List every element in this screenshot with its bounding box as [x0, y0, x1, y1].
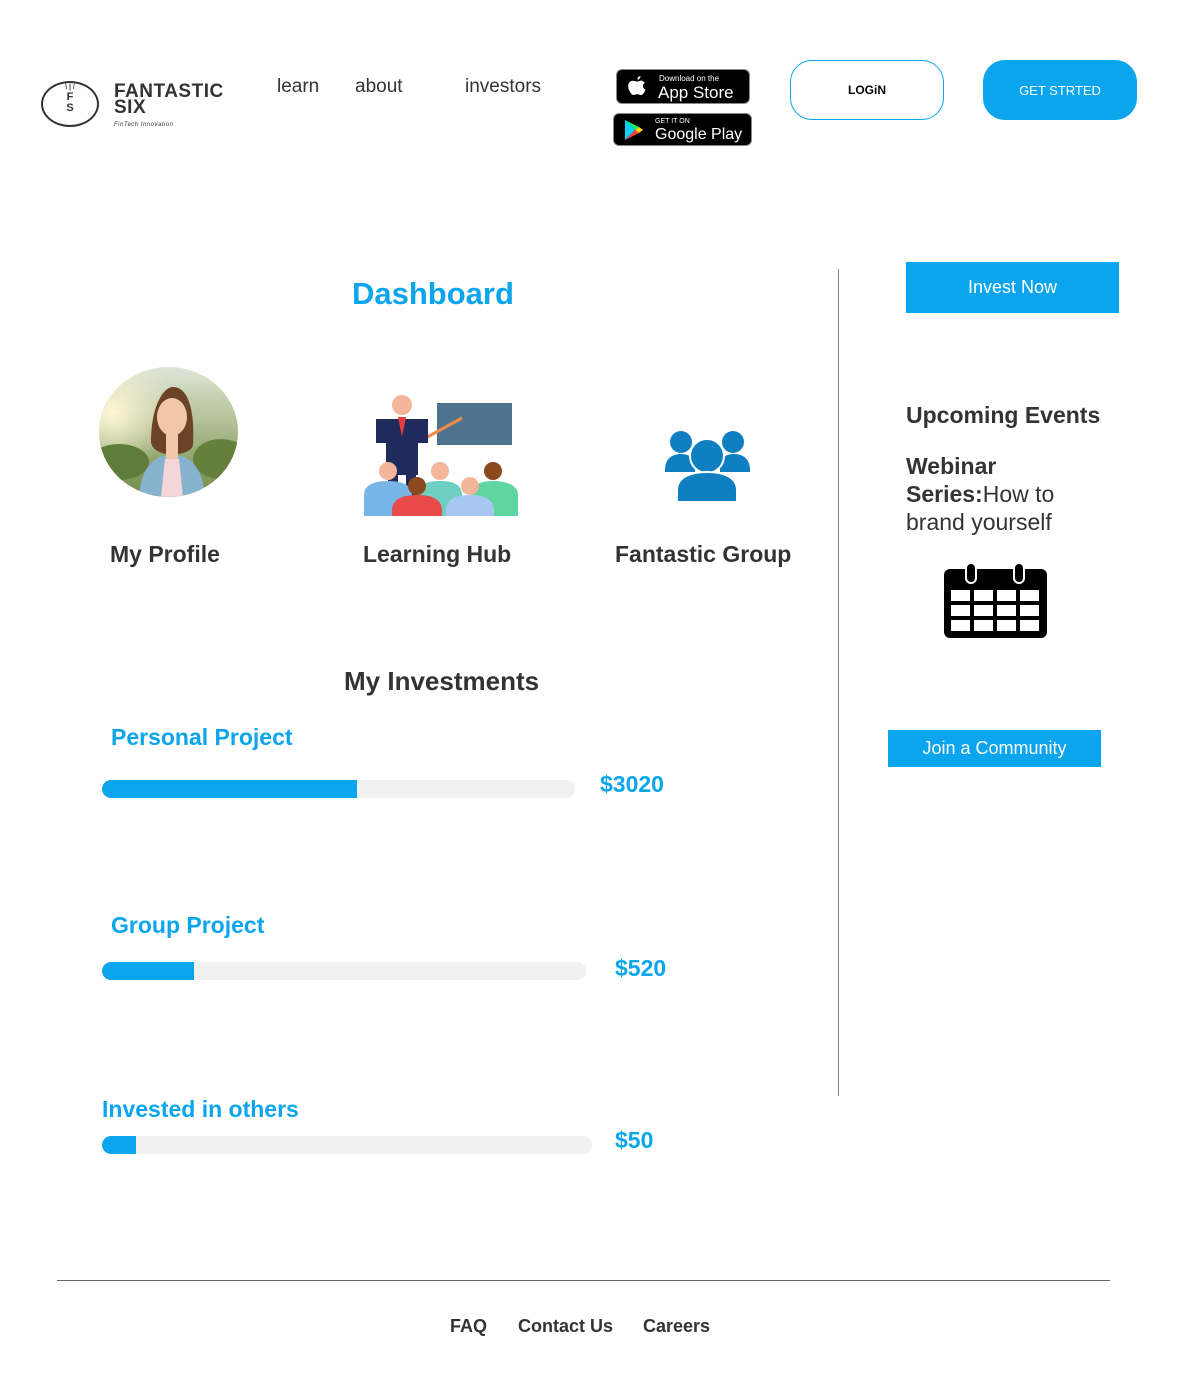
app-store-small: Download on the [659, 74, 720, 83]
footer-divider [57, 1280, 1110, 1281]
nav-investors[interactable]: investors [465, 76, 542, 97]
upcoming-events-title: Upcoming Events [906, 402, 1101, 428]
google-play-big: Google Play [655, 126, 743, 143]
google-play-icon [624, 119, 644, 141]
app-store-big: App Store [658, 83, 734, 102]
my-profile-label[interactable]: My Profile [110, 541, 220, 567]
footer-link-contact[interactable]: Contact Us [518, 1316, 614, 1336]
progress-fill-group [102, 962, 194, 980]
brand-logo[interactable] [41, 78, 241, 134]
webinar-event[interactable] [906, 452, 1106, 536]
investment-label-others: Invested in others [102, 1096, 299, 1122]
investment-amount-personal: $3020 [600, 771, 664, 797]
logo-tagline: FinTech Innovation [114, 122, 174, 128]
join-community-button[interactable]: Join a Community [888, 730, 1101, 767]
webinar-text: How to brand yourself [906, 481, 1055, 535]
login-button[interactable]: LOGiN [790, 60, 944, 120]
learning-hub-label[interactable]: Learning Hub [363, 541, 512, 567]
investment-label-personal: Personal Project [111, 724, 293, 750]
investment-amount-group: $520 [615, 955, 667, 981]
progress-fill-personal [102, 780, 357, 798]
apple-icon [627, 76, 647, 98]
webinar-title: Webinar Series: [906, 453, 997, 507]
page-title: Dashboard [352, 276, 514, 311]
google-play-button[interactable] [613, 113, 752, 146]
progress-fill-others [102, 1136, 136, 1154]
investments-title: My Investments [344, 666, 540, 696]
nav-about[interactable]: about [355, 76, 403, 97]
profile-avatar[interactable] [99, 367, 238, 497]
google-play-small: GET IT ON [655, 118, 690, 125]
investment-label-group: Group Project [111, 912, 265, 938]
investment-amount-others: $50 [615, 1127, 654, 1153]
footer-link-faq[interactable]: FAQ [450, 1316, 488, 1336]
group-users-icon[interactable] [665, 430, 750, 502]
app-store-button[interactable] [616, 69, 750, 104]
progress-bar-others [102, 1136, 592, 1154]
progress-bar-personal [102, 780, 575, 798]
calendar-icon [944, 563, 1047, 638]
logo-letters: \ | / F S [65, 84, 75, 114]
get-started-button[interactable]: GET STRTED [983, 60, 1137, 120]
fantastic-group-label[interactable]: Fantastic Group [615, 541, 792, 567]
logo-name: FANTASTIC SIX [114, 81, 224, 118]
teacher-presentation-icon[interactable] [362, 395, 520, 516]
progress-bar-group [102, 962, 586, 980]
invest-now-button[interactable]: Invest Now [906, 262, 1119, 313]
vertical-divider [838, 269, 839, 1096]
footer-link-careers[interactable]: Careers [643, 1316, 711, 1336]
nav-learn[interactable]: learn [277, 76, 320, 97]
